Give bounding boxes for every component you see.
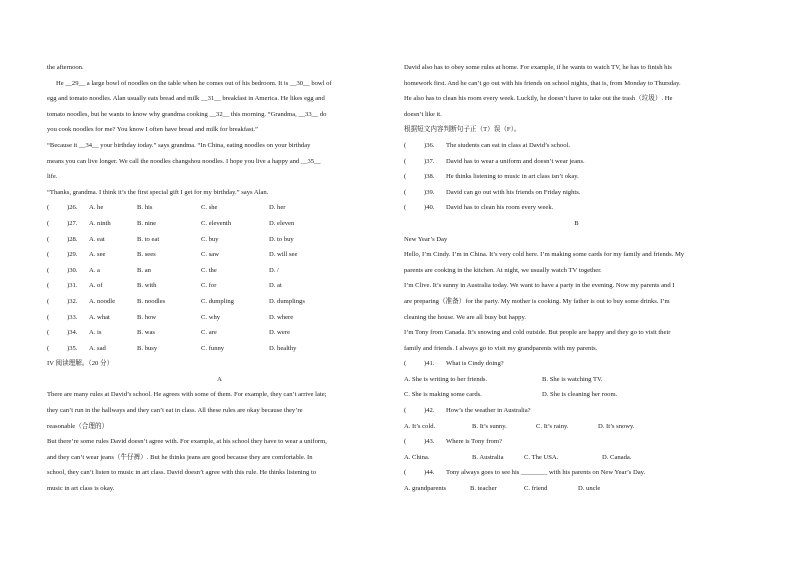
text-line: you cook noodles for me? You know I often have bread and milk for breakfast.” [47,126,258,134]
text-line: cleaning the house. We are all busy but happy. [404,313,526,321]
text-line: school, they can’t listen to music in art class. David doesn’t agree with this rule. He thinks listening to [47,469,317,477]
option-row: ( )27. A. ninth B. nine C. eleventh D. eleven [47,219,295,227]
section-title: IV 阅读理解。（20 分） [47,360,114,368]
passage-label: A [217,375,222,383]
text-line: life. [47,173,58,181]
text-line: reasonable（合理的） [47,422,109,430]
question-43: ( )43. Where is Tony from? [404,438,502,446]
option-row: A. grandparents B. teacher C. friend D. uncle [404,485,601,493]
option-row: ( )28. A. eat B. to eat C. buy D. to buy [47,235,294,243]
left-column [47,60,392,497]
passage-label: B [574,219,579,227]
tf-item: ( )40. David has to clean his room every week. [404,204,554,212]
text-line: homework first. And he can’t go out with his friends on school nights, that is, from Monday to Thursday. [404,79,681,87]
option-row: ( )29. A. see B. sees C. saw D. will see [47,251,298,259]
text-line: are preparing（准备）for the party. My mother is cooking. My father is out to buy some drinks. I’m [404,297,670,305]
text-line: Hello, I’m Cindy. I’m in China. It’s very cold here. I’m making some cards for my family and friends. My [404,251,685,259]
tf-item: ( )37. David has to wear a uniform and doesn’t wear jeans. [404,157,585,165]
option-row: ( )31. A. of B. with C. for D. at [47,282,282,290]
text-line: David also has to obey some rules at home. For example, if he wants to watch TV, he has to finish his [404,64,672,71]
text-line: tomato noodles, but he wants to know why grandma cooking __32__ this morning. “Grandma, __33__ do [47,110,327,118]
option-row: ( )30. A. a B. an C. the D. / [47,266,279,274]
tf-item: ( )39. David can go out with his friends on Friday nights. [404,188,581,196]
text-line: family and friends. I always go to visit my grandparents with my parents. [404,344,598,352]
text-line: music in art class is okay. [47,485,115,493]
text-line: they can’t run in the hallways and they can’t eat in class. All these rules are okay because they’re [47,407,303,415]
passage-title: New Year’s Day [404,235,448,243]
option-row: A. It’s cold. B. It’s sunny. C. It’s rainy. D. It’s snowy. [404,422,635,430]
right-column [404,60,749,497]
text-line: There are many rules at David’s school. He agrees with some of them. For example, they can’t arrive late; [47,391,327,399]
text-line: I’m Clive. It’s sunny in Australia today. We want to have a party in the evening. Now my parents and I [404,282,675,290]
tf-item: ( )36. The students can eat in class at David’s school. [404,141,570,149]
option-row: ( )35. A. sad B. busy C. funny D. healthy [47,344,297,352]
text-line: means you can live longer. We call the noodles changshou noodles. I hope you live a happy and __35__ [47,157,321,165]
text-line: parents are cooking in the kitchen. At night, we usually watch TV together. [404,266,602,274]
text-line: doesn’t like it. [404,110,442,118]
option-row: ( )26. A. he B. his C. she D. her [47,204,286,212]
question-41: ( )41. What is Cindy doing? [404,360,504,368]
option-row: ( )33. A. what B. how C. why D. where [47,313,294,321]
question-44: ( )44. Tony always goes to see his ________ with his parents on New Year’s Day. [404,469,646,477]
text-line: I’m Tony from Canada. It’s snowing and cold outside. But people are happy and they go to visit their [404,329,671,337]
text-line: “Thanks, grandma. I think it’s the first special gift I get for my birthday.” says Alan. [47,188,269,196]
option-row: A. China. B. Australia C. The USA. D. Canada. [404,453,632,461]
text-line: the afternoon. [47,64,84,71]
text-line: egg and tomato noodles. Alan usually eats bread and milk __31__ breakfast in America. He likes egg and [47,95,325,103]
text-line: and they can’t wear jeans（牛仔裤）. But he thinks jeans are good because they are comfortable. In [47,453,313,461]
text-line: He also has to clean his room every week. Luckily, he doesn’t have to take out the trash（垃圾）. He [404,95,673,103]
text-line: But there’re some rules David doesn’t agree with. For example, at his school they have to wear a uniform, [47,438,327,446]
option-row: ( )32. A. noodle B. noodles C. dumpling D. dumplings [47,297,305,305]
text-line: “Because it __34__ your birthday today.” says grandma. “In China, eating noodles on your birthday [47,141,311,149]
question-42: ( )42. How’s the weather in Australia? [404,407,531,415]
option-row: ( )34. A. is B. was C. are D. were [47,329,290,337]
cloze-options [47,200,392,356]
tf-instructions: 根据短文内容判断句子正（T）误（F）。 [404,126,521,134]
text-line: He __29__ a large bowl of noodles on the table when he comes out of his bedroom. It is __30__ bowl of [56,79,332,87]
option-row: C. She is making some cards. D. She is cleaning her room. [404,391,618,399]
option-row: A. She is writing to her friends. B. She is watching TV. [404,375,603,383]
tf-item: ( )38. He thinks listening to music in art class isn’t okay. [404,173,579,181]
